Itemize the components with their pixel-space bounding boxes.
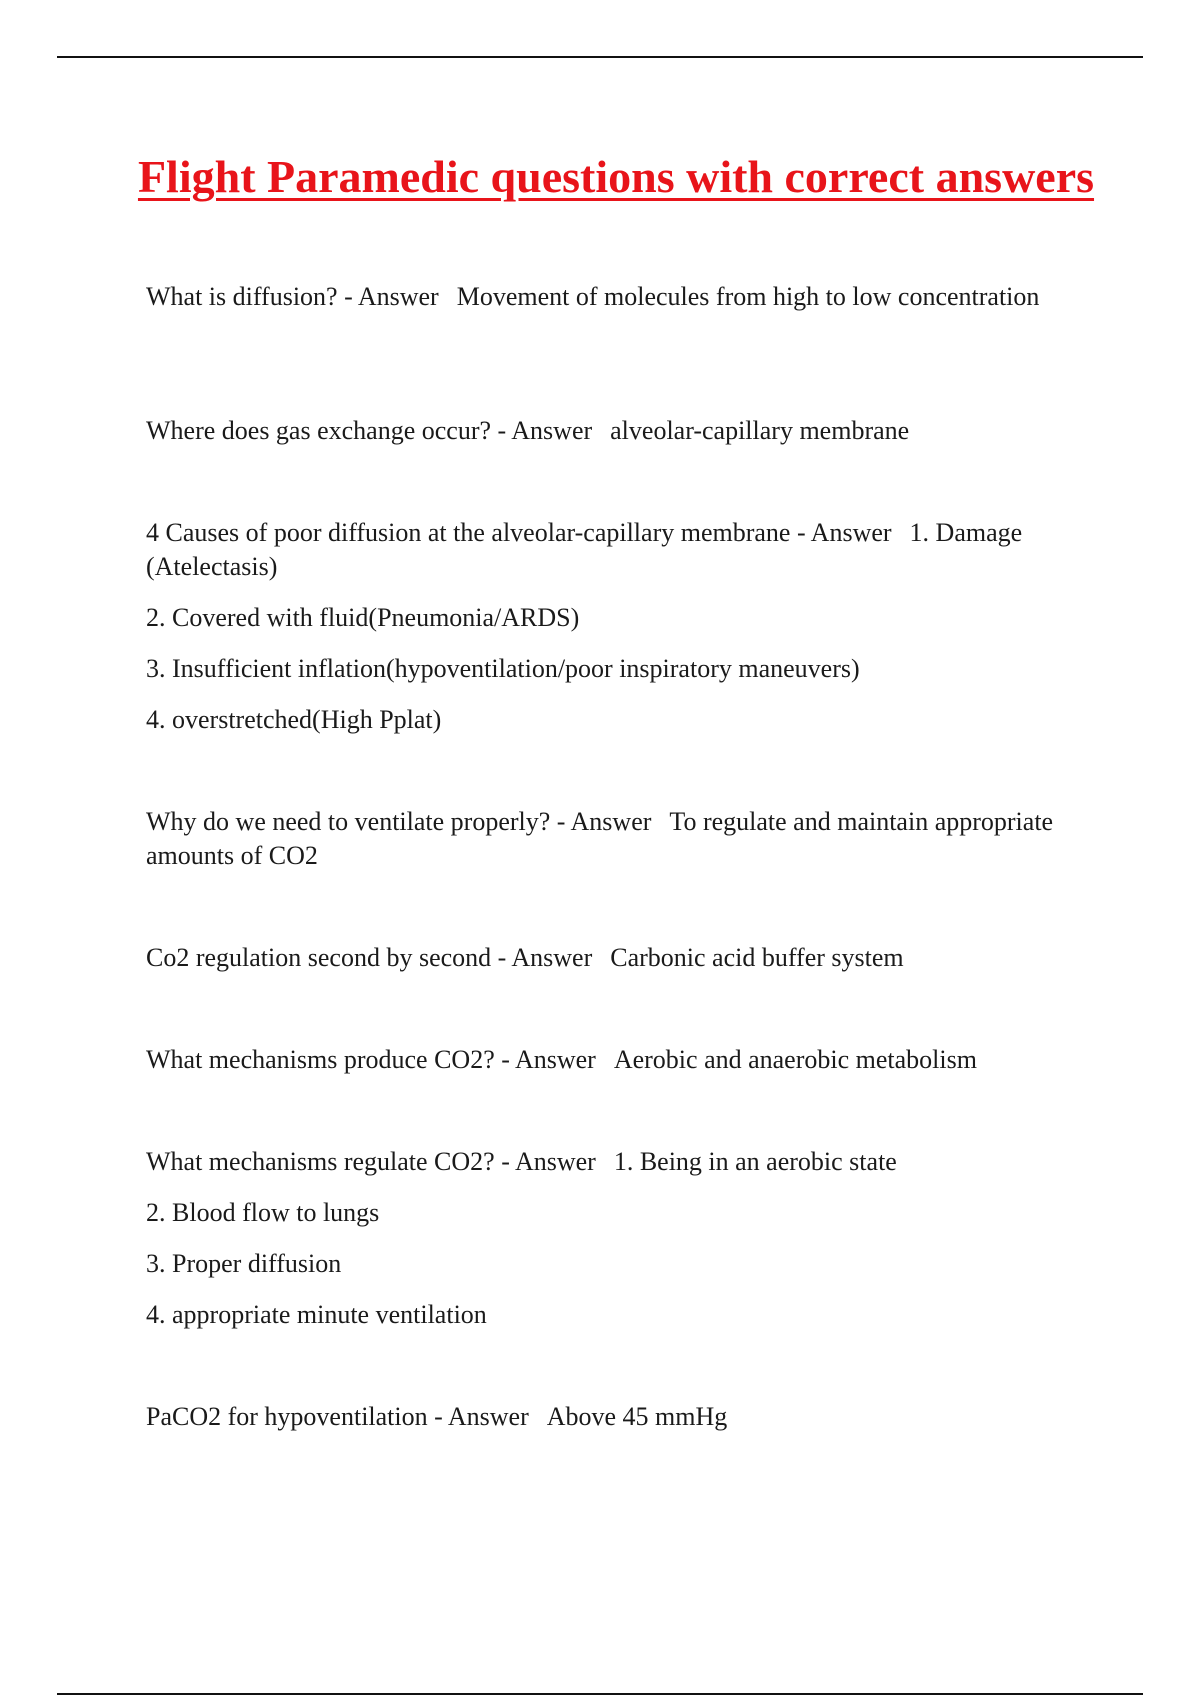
answer-text: Carbonic acid buffer system <box>610 943 904 972</box>
answer-separator: - Answer <box>501 1147 596 1176</box>
answer-text: 1. Damage (Atelectasis) <box>146 518 1023 581</box>
answer-separator: - Answer <box>497 943 593 972</box>
qa-item <box>146 280 1066 314</box>
answer-text: To regulate and maintain appropriate amounts of CO2 <box>146 807 1054 870</box>
answer-separator: - Answer <box>434 1402 529 1431</box>
qa-line <box>146 941 1066 975</box>
qa-line <box>146 1400 1066 1434</box>
answer-text: Movement of molecules from high to low concentration <box>456 282 1040 311</box>
answer-continuation: 2. Covered with fluid(Pneumonia/ARDS) <box>146 603 580 632</box>
answer-continuation: 3. Proper diffusion <box>146 1249 342 1278</box>
qa-item <box>146 941 1066 975</box>
qa-item <box>146 516 1066 737</box>
answer-text: Above 45 mmHg <box>546 1402 728 1431</box>
answer-text: 1. Being in an aerobic state <box>613 1147 897 1176</box>
question-text: What is diffusion? <box>146 282 338 311</box>
answer-continuation: 4. overstretched(High Pplat) <box>146 705 442 734</box>
question-text: What mechanisms regulate CO2? <box>146 1147 495 1176</box>
answer-text: Aerobic and anaerobic metabolism <box>613 1045 977 1074</box>
page-title: Flight Paramedic questions with correct answers <box>137 151 1095 202</box>
bottom-divider <box>57 1693 1143 1695</box>
qa-line <box>146 1145 1066 1179</box>
answer-separator: - Answer <box>344 282 439 311</box>
answer-separator: - Answer <box>796 518 892 547</box>
answer-separator: - Answer <box>556 807 652 836</box>
answer-separator: - Answer <box>497 416 593 445</box>
qa-list <box>146 280 1066 1434</box>
qa-item <box>146 1400 1066 1434</box>
question-text: 4 Causes of poor diffusion at the alveolar-capillary membrane <box>146 518 791 547</box>
qa-item <box>146 414 1066 448</box>
qa-line <box>146 516 1066 584</box>
question-text: PaCO2 for hypoventilation <box>146 1402 428 1431</box>
qa-item <box>146 1145 1066 1332</box>
qa-line <box>146 414 1066 448</box>
question-text: Co2 regulation second by second <box>146 943 492 972</box>
question-text: Where does gas exchange occur? <box>146 416 492 445</box>
answer-text: alveolar-capillary membrane <box>610 416 910 445</box>
qa-line <box>146 805 1066 873</box>
question-text: What mechanisms produce CO2? <box>146 1045 495 1074</box>
answer-continuation: 4. appropriate minute ventilation <box>146 1300 487 1329</box>
qa-line <box>146 1043 1066 1077</box>
top-divider <box>57 56 1143 58</box>
qa-item <box>146 1043 1066 1077</box>
answer-separator: - Answer <box>501 1045 596 1074</box>
qa-line <box>146 280 1066 314</box>
answer-continuation: 3. Insufficient inflation(hypoventilation/poor inspiratory maneuvers) <box>146 654 860 683</box>
qa-item <box>146 805 1066 873</box>
answer-continuation: 2. Blood flow to lungs <box>146 1198 380 1227</box>
question-text: Why do we need to ventilate properly? <box>146 807 551 836</box>
